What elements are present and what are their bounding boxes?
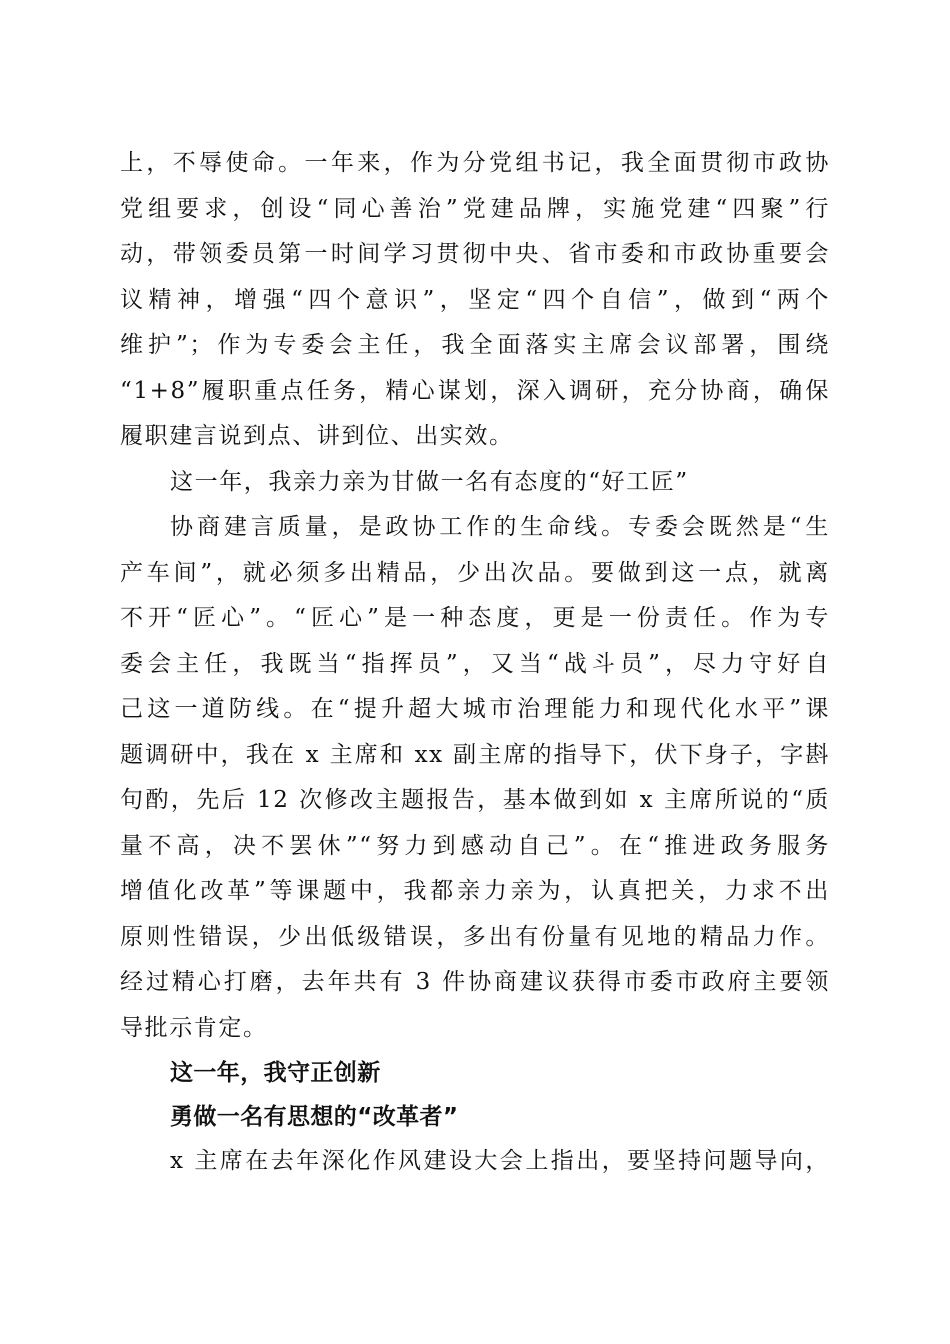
document-body xyxy=(120,141,830,1185)
paragraph-2-line-12: 导批示肯定。 xyxy=(120,1014,268,1041)
paragraph-2-line-8: 量不高，决不罢休”“努力到感动自己”。在“推进政务服务 xyxy=(120,832,830,859)
paragraph-2-line-9: 增值化改革”等课题中，我都亲力亲为，认真把关，力求不出 xyxy=(120,878,830,904)
paragraph-2-line-6: 题调研中，我在 x 主席和 xx 副主席的指导下，伏下身子，字斟 xyxy=(120,741,830,768)
paragraph-2-line-4: 委会主任，我既当“指挥员”，又当“战斗员”，尽力守好自 xyxy=(120,650,830,677)
paragraph-2-line-7: 句酌，先后 12 次修改主题报告，基本做到如 x 主席所说的“质 xyxy=(120,787,830,813)
paragraph-1-line-6: “1+8”履职重点任务，精心谋划，深入调研，充分协商，确保 xyxy=(120,377,830,404)
paragraph-1-line-3: 动，带领委员第一时间学习贯彻中央、省市委和市政协重要会 xyxy=(120,241,830,267)
paragraph-1-line-1: 上，不辱使命。一年来，作为分党组书记，我全面贯彻市政协 xyxy=(120,150,830,176)
paragraph-1-line-7: 履职建言说到点、讲到位、出实效。 xyxy=(120,423,514,449)
paragraph-3-line-1: x 主席在去年深化作风建设大会上指出，要坚持问题导向， xyxy=(170,1148,830,1174)
paragraph-2-line-5: 己这一道防线。在“提升超大城市治理能力和现代化水平”课 xyxy=(120,696,830,722)
paragraph-2-line-11: 经过精心打磨，去年共有 3 件协商建议获得市委市政府主要领 xyxy=(120,969,830,995)
paragraph-2-line-10: 原则性错误，少出低级错误，多出有份量有见地的精品力作。 xyxy=(120,923,830,950)
paragraph-1-line-4: 议精神，增强“四个意识”，坚定“四个自信”，做到“两个 xyxy=(120,286,830,313)
subheading-craftsman: 这一年，我亲力亲为甘做一名有态度的“好工匠” xyxy=(170,468,689,495)
paragraph-1-line-2: 党组要求，创设“同心善治”党建品牌，实施党建“四聚”行 xyxy=(120,195,830,222)
paragraph-2-line-1: 协商建言质量，是政协工作的生命线。专委会既然是“生 xyxy=(170,514,830,540)
paragraph-2-line-3: 不开“匠心”。“匠心”是一种态度，更是一份责任。作为专 xyxy=(120,605,830,631)
heading-reformer-line-1: 这一年，我守正创新 xyxy=(170,1060,381,1086)
paragraph-2-line-2: 产车间”，就必须多出精品，少出次品。要做到这一点，就离 xyxy=(120,559,830,586)
paragraph-1-line-5: 维护”；作为专委会主任，我全面落实主席会议部署，围绕 xyxy=(120,332,830,358)
heading-reformer-line-2: 勇做一名有思想的“改革者” xyxy=(170,1104,459,1130)
